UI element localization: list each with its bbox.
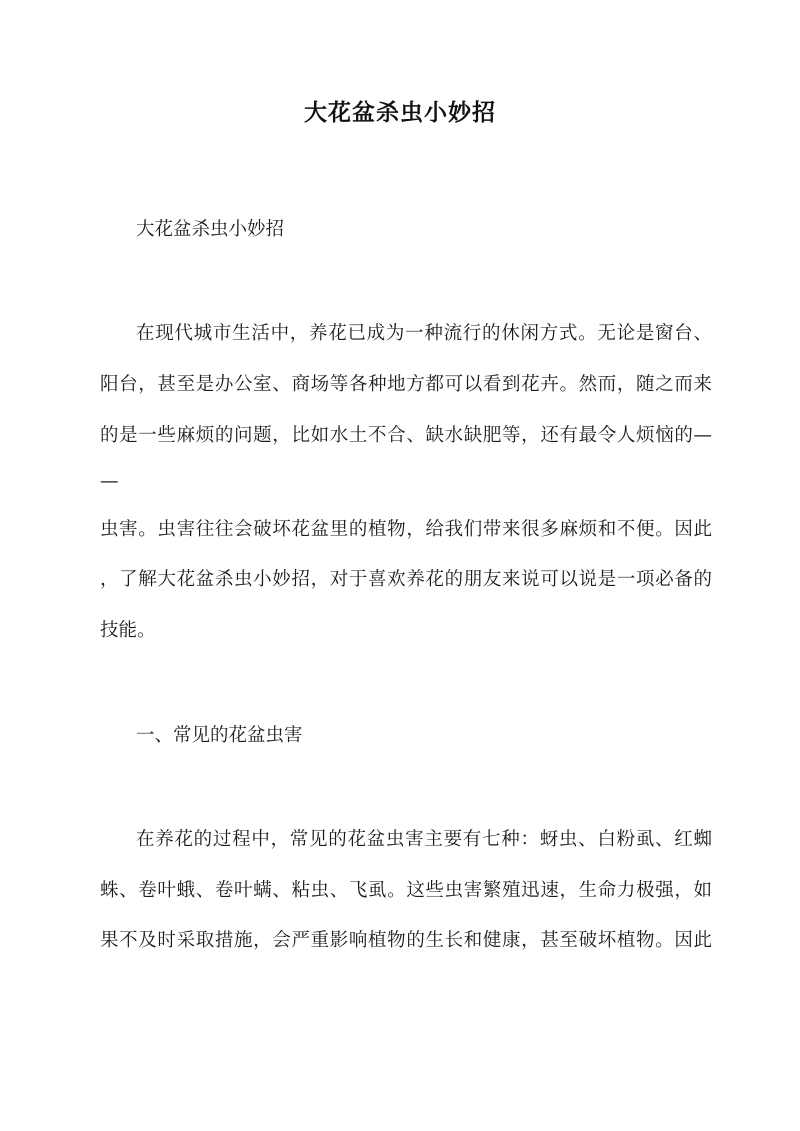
paragraph-line: 阳台，甚至是办公室、商场等各种地方都可以看到花卉。然而，随之而来 (100, 374, 712, 395)
paragraph-line: 的是一些麻烦的问题，比如水土不合、缺水缺肥等，还有最令人烦恼的— (100, 425, 712, 446)
paragraph-line: 虫害。虫害往往会破坏花盆里的植物，给我们带来很多麻烦和不便。因此 (100, 519, 712, 540)
paragraph-line: 在现代城市生活中，养花已成为一种流行的休闲方式。无论是窗台、 (136, 323, 712, 344)
paragraph-line: — (100, 471, 119, 492)
paragraph-line: 技能。 (100, 620, 156, 641)
paragraph-line: ，了解大花盆杀虫小妙招，对于喜欢养花的朋友来说可以说是一项必备的 (100, 569, 712, 590)
document-title: 大花盆杀虫小妙招 (304, 99, 496, 126)
paragraph-line: 蛛、卷叶蛾、卷叶螨、粘虫、飞虱。这些虫害繁殖迅速，生命力极强，如 (100, 880, 712, 901)
section-heading: 一、常见的花盆虫害 (136, 725, 303, 746)
subtitle-heading: 大花盆杀虫小妙招 (136, 219, 285, 240)
paragraph-line: 在养花的过程中，常见的花盆虫害主要有七种：蚜虫、白粉虱、红蜘 (136, 829, 712, 850)
paragraph-line: 果不及时采取措施，会严重影响植物的生长和健康，甚至破坏植物。因此 (100, 930, 712, 951)
